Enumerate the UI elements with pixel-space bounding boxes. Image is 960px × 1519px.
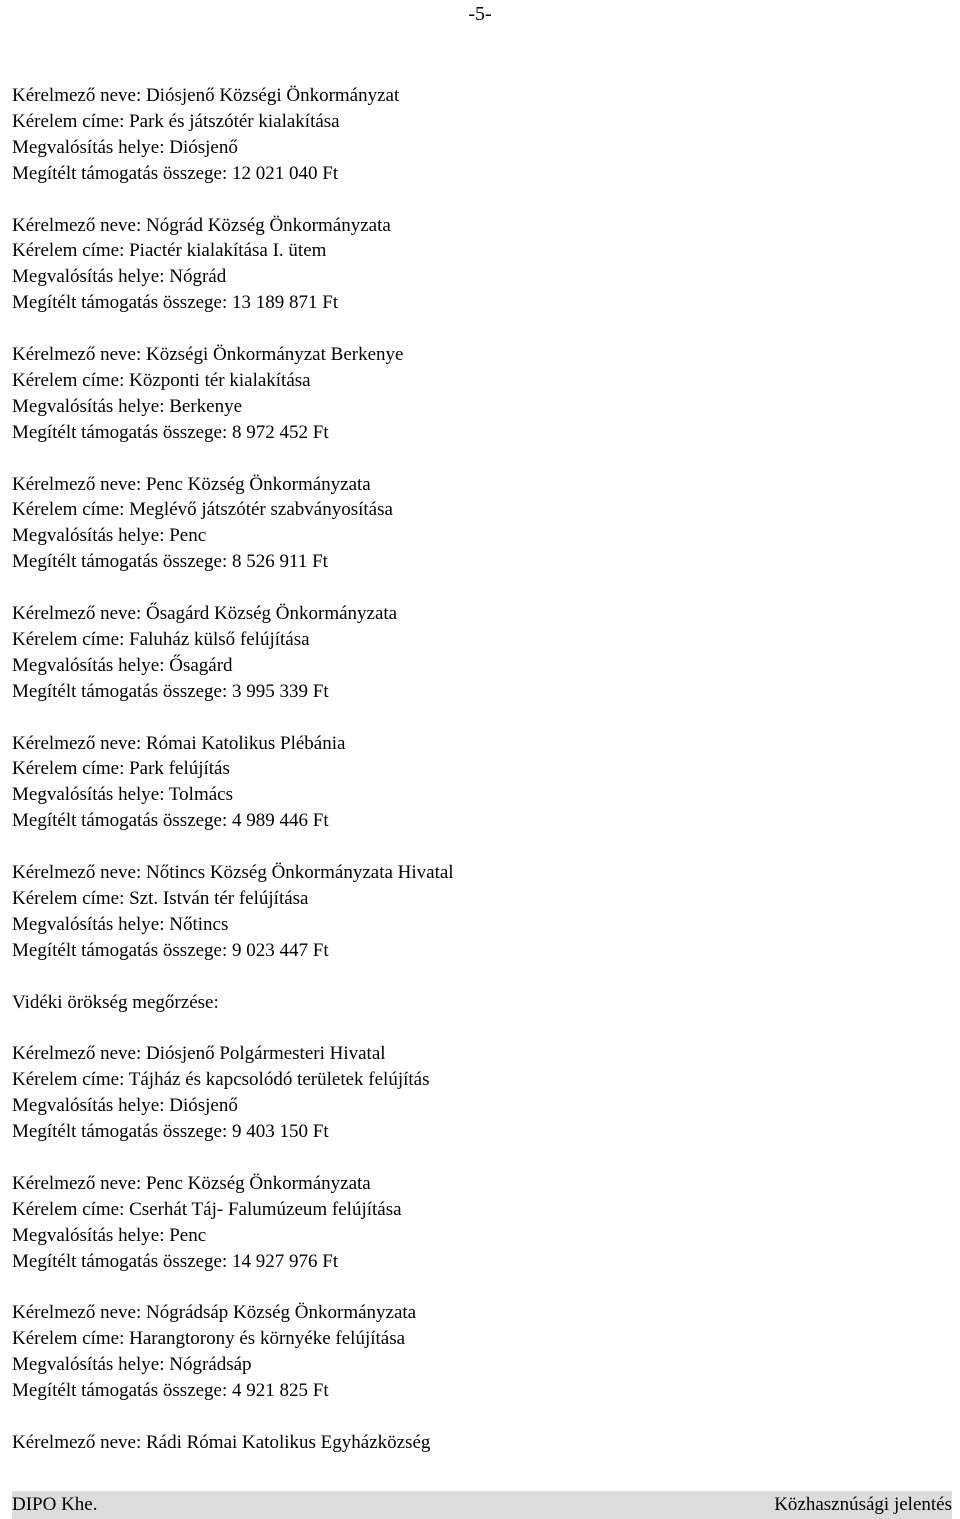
request-title: Kérelem címe: Szt. István tér felújítása: [12, 888, 309, 909]
request-title: Kérelem címe: Központi tér kialakítása: [12, 369, 311, 391]
applicant-name: Kérelmező neve: Ősagárd Község Önkormányzata: [12, 603, 398, 625]
footer-report-title: Közhasznúsági jelentés: [774, 1494, 952, 1515]
awarded-amount: Megítélt támogatás összege: 14 927 976 Ft: [12, 1250, 339, 1272]
awarded-amount: Megítélt támogatás összege: 3 995 339 Ft: [12, 680, 329, 702]
request-title: Kérelem címe: Harangtorony és környéke felújítása: [12, 1328, 406, 1350]
request-title: Kérelem címe: Piactér kialakítása I. ütem: [12, 240, 327, 262]
grant-entry: [12, 1041, 952, 1145]
request-title: Kérelem címe: Park és játszótér kialakítása: [12, 110, 340, 132]
grant-entry: [12, 83, 952, 187]
grant-entry: [12, 472, 952, 576]
grant-entry: [12, 601, 952, 705]
awarded-amount: Megítélt támogatás összege: 9 403 150 Ft: [12, 1121, 329, 1143]
section-heading: Vidéki örökség megőrzése:: [12, 991, 219, 1013]
grant-entry: [12, 342, 952, 446]
trailing-applicant-line: Kérelmező neve: Rádi Római Katolikus Egyházközség: [12, 1431, 431, 1453]
awarded-amount: Megítélt támogatás összege: 12 021 040 Ft: [12, 162, 339, 184]
applicant-name: Kérelmező neve: Községi Önkormányzat Berkenye: [12, 344, 404, 366]
awarded-amount: Megítélt támogatás összege: 4 921 825 Ft: [12, 1380, 329, 1402]
request-title: Kérelem címe: Meglévő játszótér szabványosítása: [12, 499, 393, 521]
implementation-location: Megvalósítás helye: Berkenye: [12, 395, 243, 417]
implementation-location: Megvalósítás helye: Ősagárd: [12, 654, 233, 676]
document-body: [12, 83, 952, 1456]
footer-organization: DIPO Khe.: [12, 1494, 98, 1515]
applicant-name: Kérelmező neve: Római Katolikus Plébánia: [12, 732, 346, 754]
awarded-amount: Megítélt támogatás összege: 8 526 911 Ft: [12, 551, 328, 573]
awarded-amount: Megítélt támogatás összege: 13 189 871 Ft: [12, 292, 339, 314]
request-title: Kérelem címe: Park felújítás: [12, 758, 230, 780]
implementation-location: Megvalósítás helye: Nőtincs: [12, 913, 229, 935]
implementation-location: Megvalósítás helye: Diósjenő: [12, 136, 238, 158]
applicant-name: Kérelmező neve: Penc Község Önkormányzata: [12, 1172, 371, 1194]
grant-entry: [12, 1300, 952, 1404]
implementation-location: Megvalósítás helye: Nógrádsáp: [12, 1354, 252, 1376]
awarded-amount: Megítélt támogatás összege: 4 989 446 Ft: [12, 810, 329, 832]
implementation-location: Megvalósítás helye: Penc: [12, 525, 207, 547]
applicant-name: Kérelmező neve: Nógrádsáp Község Önkormányzata: [12, 1302, 417, 1324]
grant-entry: [12, 731, 952, 835]
implementation-location: Megvalósítás helye: Nógrád: [12, 266, 227, 288]
grant-entry: [12, 1171, 952, 1275]
applicant-name: Kérelmező neve: Nőtincs Község Önkormányzata Hivatal: [12, 862, 454, 884]
page-number: -5-: [468, 3, 492, 25]
request-title: Kérelem címe: Faluház külső felújítása: [12, 628, 310, 650]
implementation-location: Megvalósítás helye: Tolmács: [12, 784, 233, 806]
request-title: Kérelem címe: Tájház és kapcsolódó területek felújítás: [12, 1069, 430, 1091]
implementation-location: Megvalósítás helye: Penc: [12, 1224, 207, 1246]
request-title: Kérelem címe: Cserhát Táj- Falumúzeum felújítása: [12, 1198, 402, 1220]
applicant-name: Kérelmező neve: Penc Község Önkormányzata: [12, 473, 371, 495]
awarded-amount: Megítélt támogatás összege: 8 972 452 Ft: [12, 421, 329, 443]
implementation-location: Megvalósítás helye: Diósjenő: [12, 1095, 238, 1117]
entries-list-part2: [12, 1041, 952, 1404]
grant-entry: [12, 860, 952, 964]
awarded-amount: Megítélt támogatás összege: 9 023 447 Ft: [12, 939, 329, 961]
page-footer: [12, 1491, 952, 1519]
entries-list-part1: [12, 83, 952, 964]
applicant-name: Kérelmező neve: Diósjenő Községi Önkormányzat: [12, 85, 400, 106]
applicant-name: Kérelmező neve: Diósjenő Polgármesteri Hivatal: [12, 1043, 386, 1065]
grant-entry: [12, 213, 952, 317]
applicant-name: Kérelmező neve: Nógrád Község Önkormányzata: [12, 214, 391, 236]
